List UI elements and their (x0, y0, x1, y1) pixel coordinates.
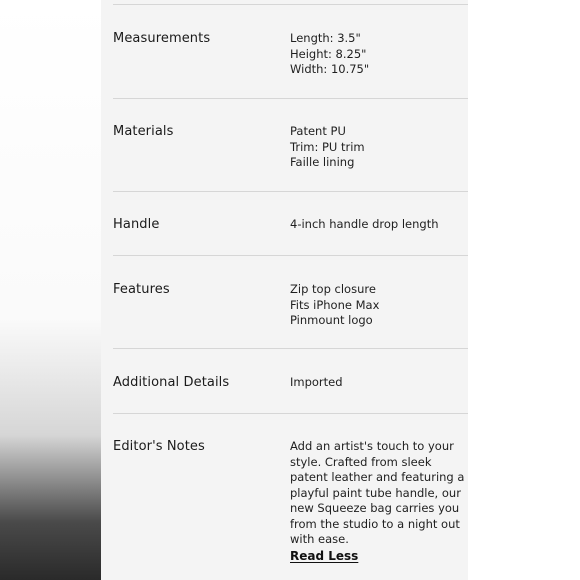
product-details-panel (101, 0, 468, 580)
material-main: Patent PU (290, 124, 346, 138)
measurements-label: Measurements (113, 31, 211, 46)
divider (113, 4, 468, 5)
material-trim: Trim: PU trim (290, 139, 365, 154)
divider (113, 255, 468, 256)
features-label: Features (113, 282, 170, 297)
background-right (468, 0, 580, 580)
handle-value (290, 217, 465, 233)
measurement-height: Height: 8.25" (290, 46, 367, 61)
editors-notes-text: Add an artist's touch to your style. Crafted from sleek patent leather and featuring a playful paint tube handle, our new Squeeze bag carries you from the studio to a night out with ease. (290, 439, 465, 546)
handle-label: Handle (113, 217, 160, 232)
measurement-width: Width: 10.75" (290, 62, 370, 76)
feature-logo: Pinmount logo (290, 313, 373, 327)
divider (113, 191, 468, 192)
additional-details-value (290, 375, 465, 391)
material-lining: Faille lining (290, 155, 355, 169)
divider (113, 413, 468, 414)
editors-notes-label: Editor's Notes (113, 439, 205, 454)
additional-details-label: Additional Details (113, 375, 230, 390)
feature-closure: Zip top closure (290, 282, 376, 296)
materials-label: Materials (113, 124, 174, 139)
feature-fit: Fits iPhone Max (290, 297, 380, 312)
measurement-length: Length: 3.5" (290, 31, 361, 45)
additional-imported: Imported (290, 375, 343, 389)
measurements-value (290, 31, 465, 78)
divider (113, 348, 468, 349)
handle-drop: 4-inch handle drop length (290, 217, 439, 231)
background-left (0, 0, 101, 580)
features-value (290, 282, 465, 329)
divider (113, 98, 468, 99)
materials-value (290, 124, 465, 171)
read-less-link[interactable]: Read Less (290, 549, 359, 563)
